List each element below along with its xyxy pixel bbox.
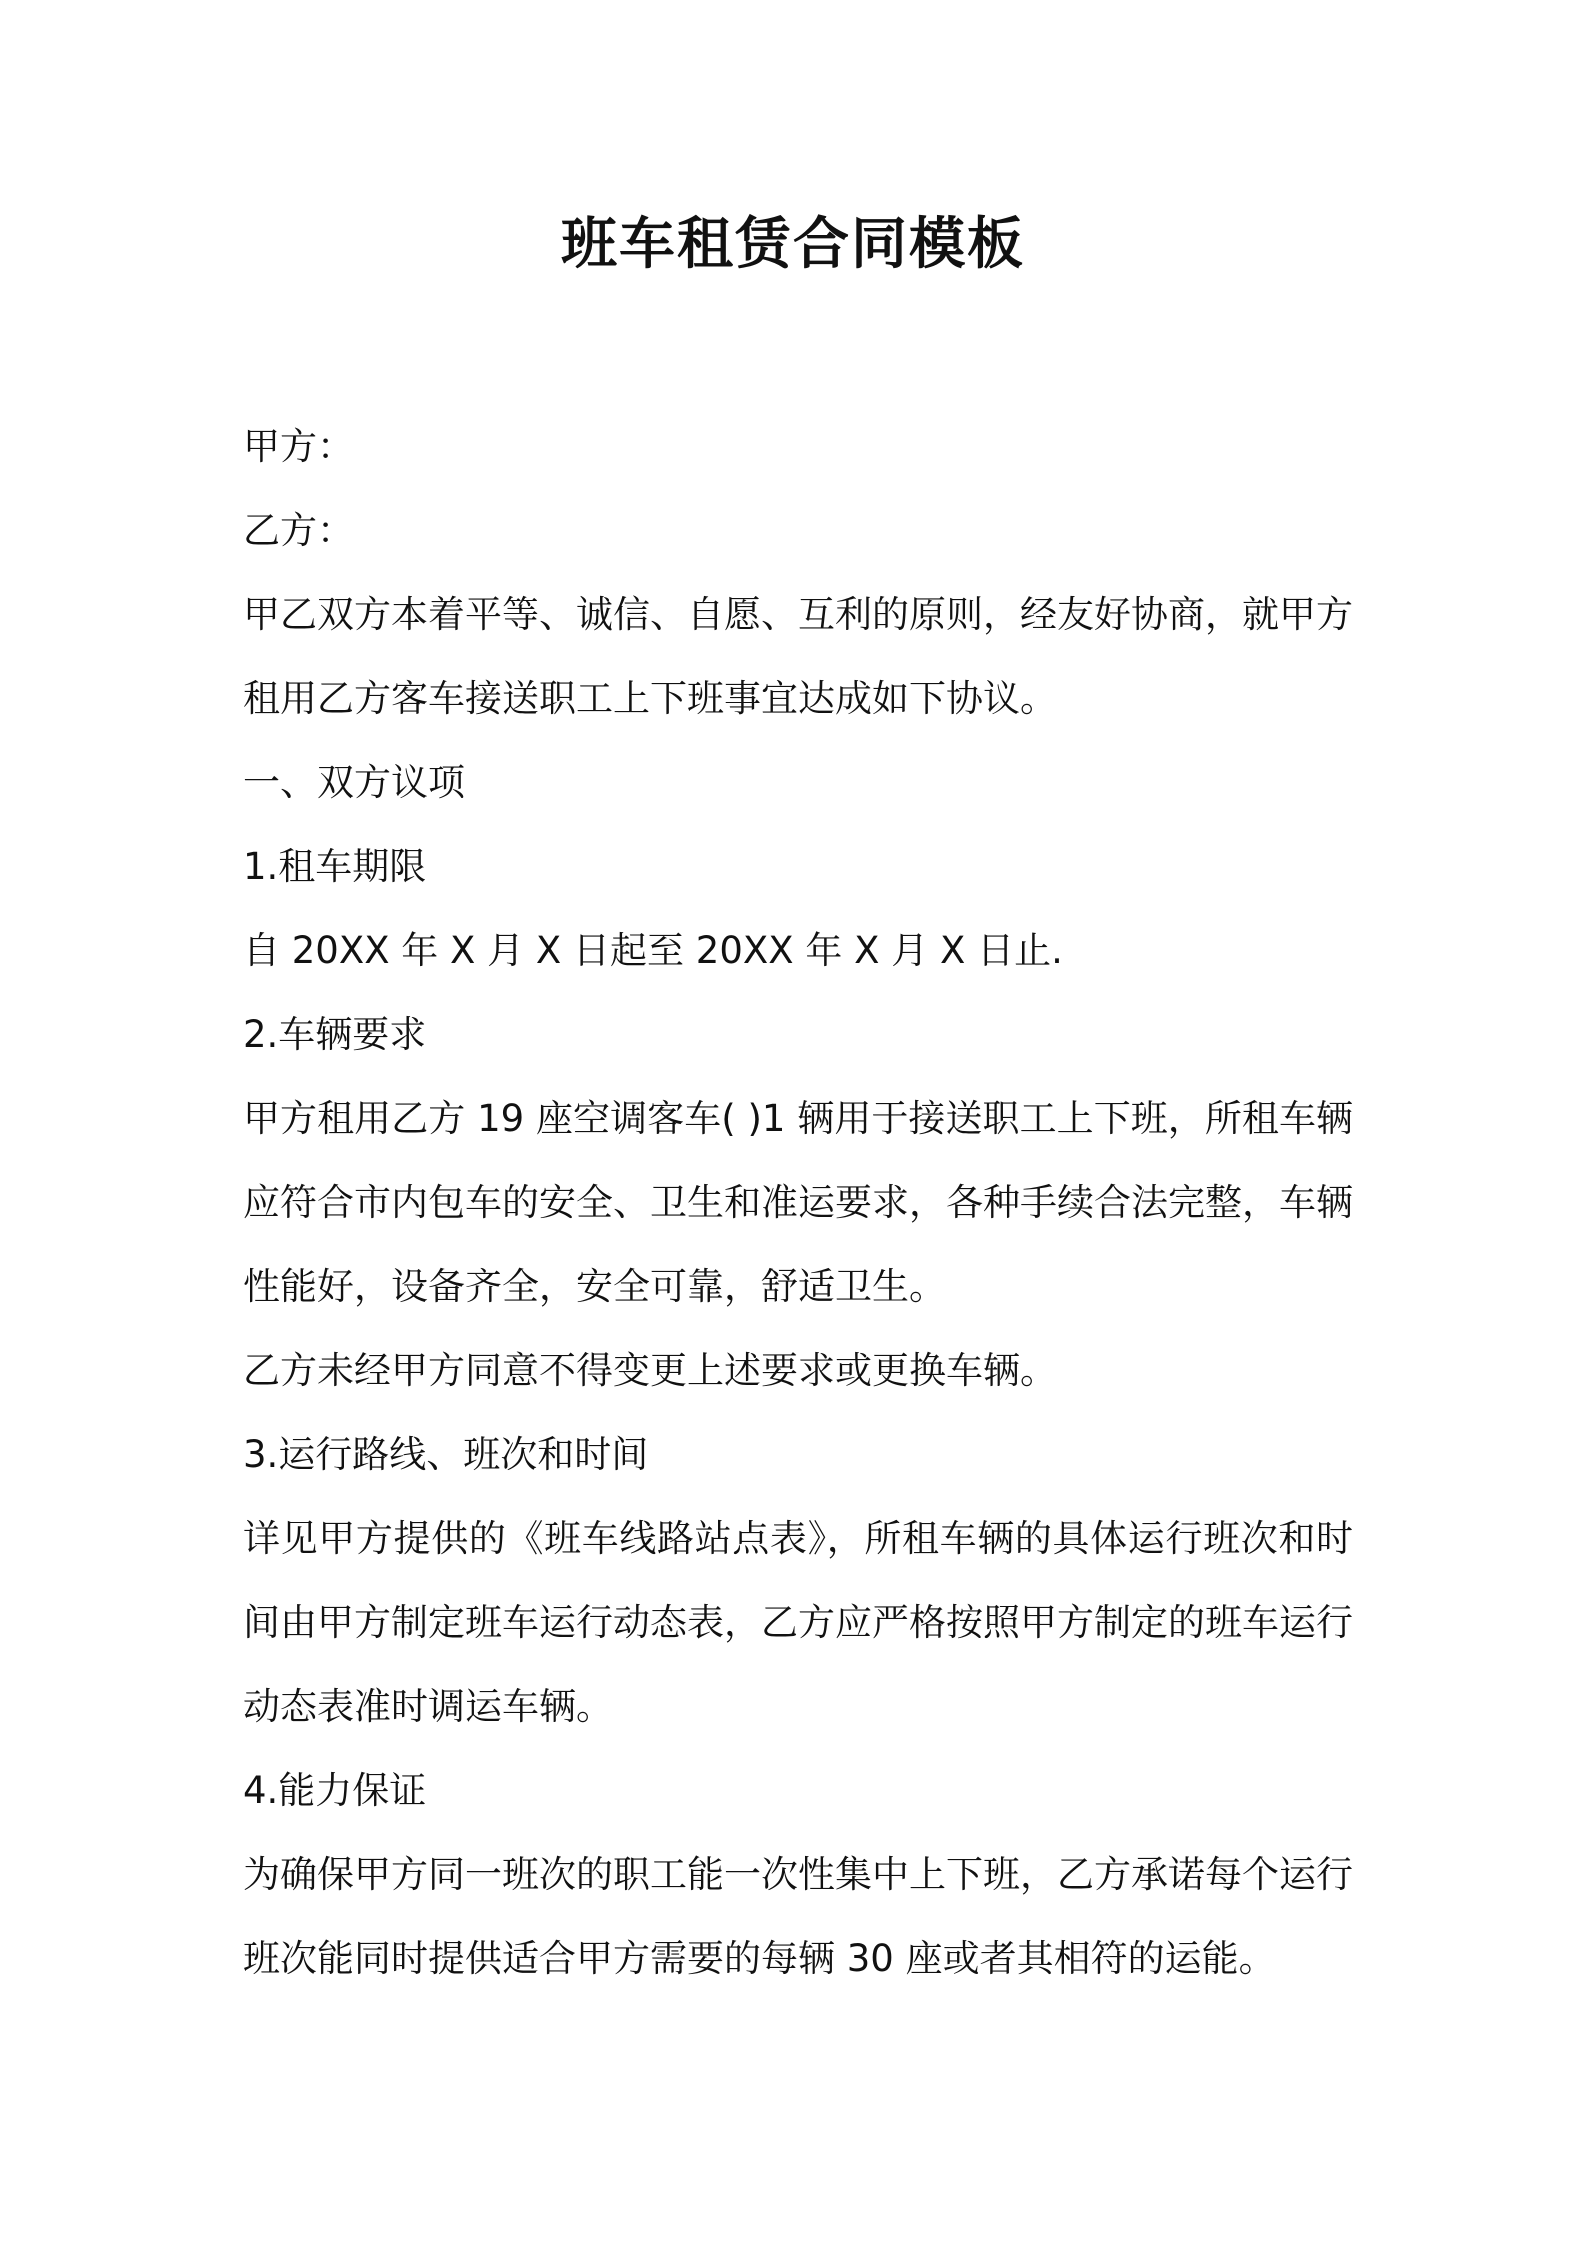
document-body	[243, 405, 1353, 2001]
section-heading-1: 一、双方议项	[243, 761, 465, 804]
clause-3-line-2: 间由甲方制定班车运行动态表，乙方应严格按照甲方制定的班车运行	[243, 1601, 1353, 1644]
clause-4-line-1: 为确保甲方同一班次的职工能一次性集中上下班，乙方承诺每个运行	[243, 1853, 1353, 1896]
clause-3-line-3: 动态表准时调运车辆。	[243, 1685, 613, 1728]
clause-1-text: 自 20XX 年 X 月 X 日起至 20XX 年 X 月 X 日止.	[243, 929, 1063, 972]
clause-2-line-1: 甲方租用乙方 19 座空调客车( )1 辆用于接送职工上下班，所租车辆	[243, 1097, 1353, 1140]
party-b-line: 乙方：	[243, 509, 354, 552]
clause-3-line-1: 详见甲方提供的《班车线路站点表》，所租车辆的具体运行班次和时	[243, 1517, 1353, 1560]
document-title: 班车租赁合同模板	[561, 212, 1025, 277]
clause-heading-2: 2.车辆要求	[243, 1013, 427, 1056]
clause-2-line-3: 性能好，设备齐全，安全可靠，舒适卫生。	[243, 1265, 946, 1308]
clause-heading-1: 1.租车期限	[243, 845, 427, 888]
preamble-line-1: 甲乙双方本着平等、诚信、自愿、互利的原则，经友好协商，就甲方	[243, 593, 1353, 636]
preamble-line-2: 租用乙方客车接送职工上下班事宜达成如下协议。	[243, 677, 1057, 720]
clause-heading-3: 3.运行路线、班次和时间	[243, 1433, 649, 1476]
clause-2-line-2: 应符合市内包车的安全、卫生和准运要求，各种手续合法完整，车辆	[243, 1181, 1353, 1224]
clause-heading-4: 4.能力保证	[243, 1769, 427, 1812]
party-a-line: 甲方：	[243, 425, 354, 468]
clause-4-line-2: 班次能同时提供适合甲方需要的每辆 30 座或者其相符的运能。	[243, 1937, 1276, 1980]
clause-2-line-4: 乙方未经甲方同意不得变更上述要求或更换车辆。	[243, 1349, 1057, 1392]
